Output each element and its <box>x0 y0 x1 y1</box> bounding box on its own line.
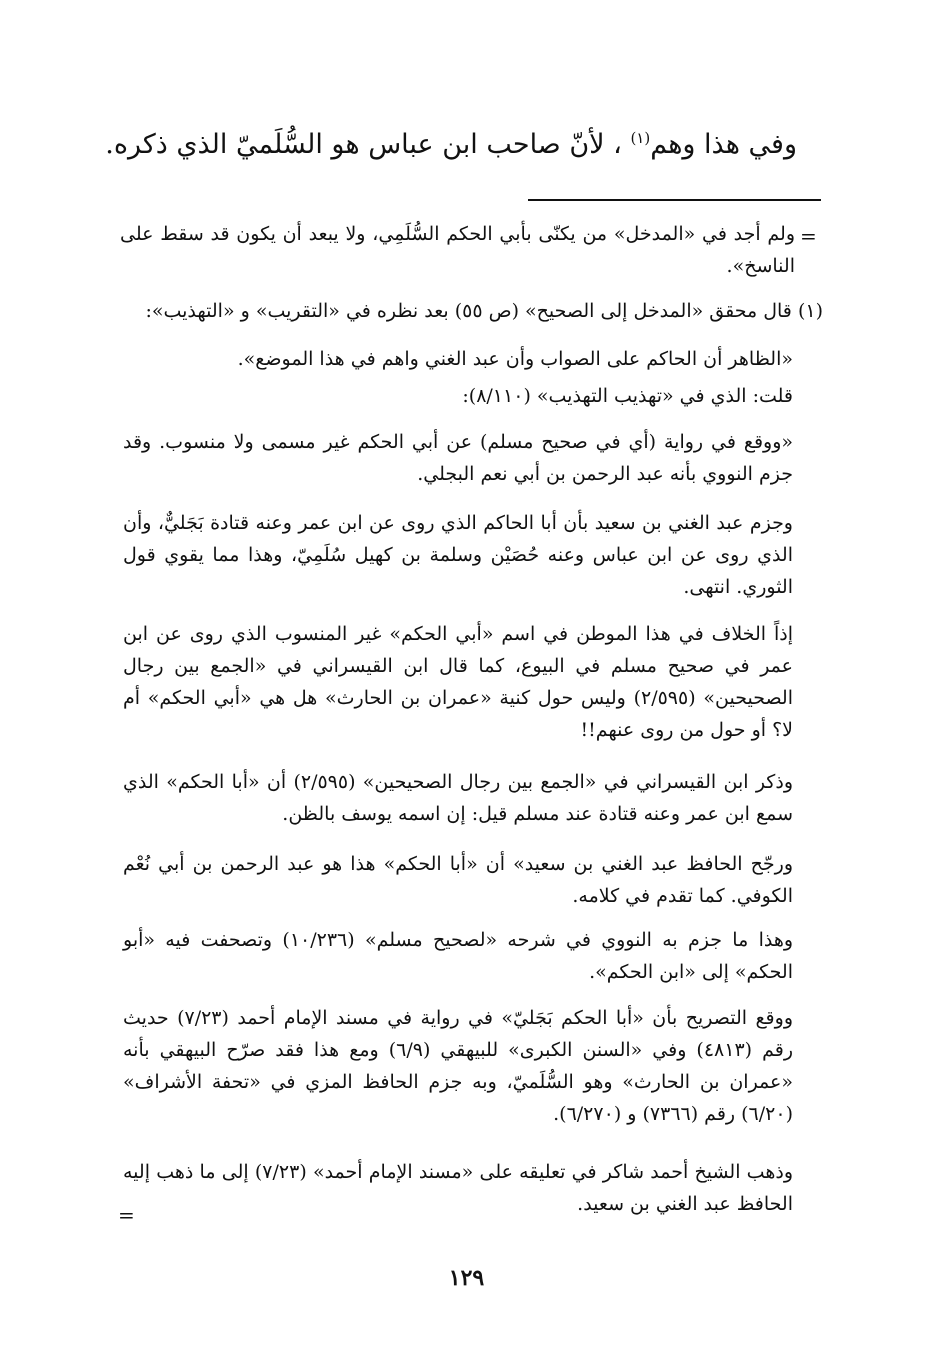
continuation-mark: = <box>800 224 817 248</box>
paragraph-9: وذهب الشيخ أحمد شاكر في تعليقه على «مسند الإمام أحمد» (٧/٢٣) إلى ما ذهب إليه الحافظ عبد الغني بن سعيد. <box>123 1161 793 1215</box>
said-line: قلت: الذي في «تهذيب التهذيب» (٨/١١٠): <box>462 385 793 407</box>
paragraph-6: ورجّح الحافظ عبد الغني بن سعيد» أن «أبا الحكم» هذا هو عبد الرحمن بن أبي نُعْم الكوفي. كما تقدم في كلامه. <box>123 853 793 907</box>
footnote-1-label: (١) <box>797 300 823 322</box>
footnote-1-intro-text: قال محقق «المدخل إلى الصحيح» (ص ٥٥) بعد نظره في «التقريب» و «التهذيب»: <box>145 300 792 322</box>
paragraph-8: ووقع التصريح بأن «أبا الحكم بَجَليّ» في رواية في مسند الإمام أحمد (٧/٢٣) حديث رقم (٤٨١٣) وفي «السنن الكبرى» للبيهقي (٦/٩) ومع هذا فقد صرّح البيهقي بأنه «عمران بن الحارث» وهو السُّلَميّ، وبه جزم الحافظ المزي في «تحفة الأشراف» (٦/٢٠) رقم (٧٣٦٦) و (٦/٢٧٠). <box>123 1007 793 1125</box>
main-text <box>97 116 797 167</box>
paragraph-3: وجزم عبد الغني بن سعيد بأن أبا الحاكم الذي روى عن ابن عمر وعنه قتادة بَجَليٌّ، وأن الذي روى عن ابن عباس وعنه حُصَيْن وسلمة بن كهيل سُلَمِيّ، وهذا مما يقوي قول الثوري. انتهى. <box>123 512 793 598</box>
quote-2: «ووقع في رواية (أي في صحيح مسلم) عن أبي الحكم غير مسمى ولا منسوب. وقد جزم النووي بأنه عبد الرحمن بن أبي نعم البجلي. <box>123 431 793 485</box>
page-number: ١٢٩ <box>448 1265 485 1291</box>
paragraph-4: إذاً الخلاف في هذا الموطن في اسم «أبي الحكم» غير المنسوب الذي روى عن ابن عمر في صحيح مسلم في البيوع، كما قال ابن القيسراني في «الجمع بين رجال الصحيحين» (٢/٥٩٥) وليس حول كنية «عمران بن الحارث» هل هي «أبي الحكم» أم لا؟ أو حول من روى عنهم!! <box>123 623 793 741</box>
footnote-1-intro <box>123 295 823 327</box>
end-continuation-mark: = <box>118 1203 135 1227</box>
paragraph-5: وذكر ابن القيسراني في «الجمع بين رجال الصحيحين» (٢/٥٩٥) أن «أبا الحكم» الذي سمع ابن عمر وعنه قتادة عند مسلم قيل: إن اسمه يوسف بالظن. <box>123 771 793 825</box>
quote-1: «الظاهر أن الحاكم على الصواب وأن عبد الغني واهم في هذا الموضع». <box>237 348 793 370</box>
main-text-part2: ، لأنّ صاحب ابن عباس هو السُّلَميّ الذي ذكره. <box>105 129 631 160</box>
footnote-continuation: ولم أجد في «المدخل» من يكنّى بأبي الحكم السُّلَمِي، ولا يبعد أن يكون قد سقط على الناسخ». <box>120 223 795 277</box>
footnote-reference[interactable]: (١) <box>630 129 651 147</box>
footnote-separator <box>528 199 821 201</box>
paragraph-7: وهذا ما جزم به النووي في شرحه «لصحيح مسلم» (١٠/٢٣٦) وتصحفت فيه «أبو الحكم» إلى «ابن الحكم». <box>123 929 794 983</box>
main-text-part1: وفي هذا وهم <box>650 129 797 160</box>
